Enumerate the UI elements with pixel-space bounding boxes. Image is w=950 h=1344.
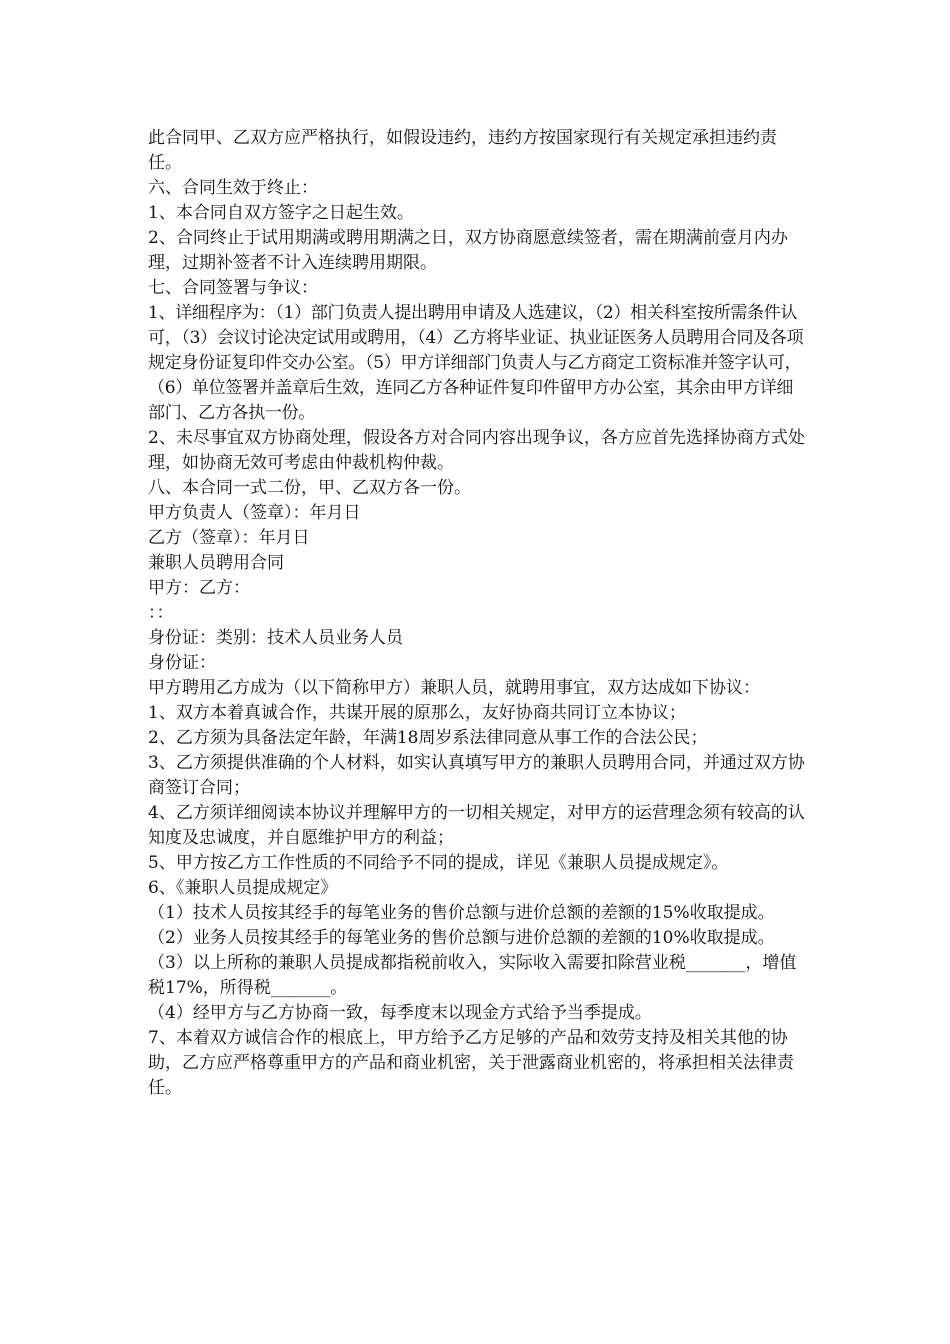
id-category-line: 身份证：类别：技术人员业务人员 [148,628,403,648]
clause-6-heading: 6、《兼职人员提成规定》 [148,878,338,898]
paragraph-breach-liability: 此合同甲、乙双方应严格执行，如假设违约，违约方按国家现行有关规定承担违约责任。 [148,128,777,173]
clause-6-item-4: （4）经甲方与乙方协商一致，每季度末以现金方式给予当季提成。 [148,1003,652,1023]
clause-4: 4、乙方须详细阅读本协议并理解甲方的一切相关规定，对甲方的运营理念须有较高的认知度及忠诚度，并自愿维护甲方的利益； [148,803,805,848]
clause-6-item-3: （3）以上所称的兼职人员提成都指税前收入，实际收入需要扣除营业税_______，增值税17%，所得税_______。 [148,953,797,998]
paragraph-effective: 1、本合同自双方签字之日起生效。 [148,203,414,223]
clause-6-item-2: （2）业务人员按其经手的每笔业务的售价总额与进价总额的差额的10%收取提成。 [148,928,775,948]
paragraph-procedure: 1、详细程序为：（1）部门负责人提出聘用申请及人选建议，（2）相关科室按所需条件认可，（3）会议讨论决定试用或聘用，（4）乙方将毕业证、执业证医务人员聘用合同及各项规定身份证复印件交办公室。（5）甲方详细部门负责人与乙方商定工资标准并签字认可，（6）单位签署并盖章后生效，连同乙方各种证件复印件留甲方办公室，其余由甲方详细部门、乙方各执一份。 [148,303,804,423]
section-heading-signing: 七、合同签署与争议： [148,278,318,298]
paragraph-termination: 2、合同终止于试用期满或聘用期满之日，双方协商愿意续签者，需在期满前壹月内办理，过期补签者不计入连续聘用期限。 [148,228,788,273]
signature-party-b: 乙方（签章）：年月日 [148,528,310,548]
clause-1: 1、双方本着真诚合作，共谋开展的原那么，友好协商共同订立本协议； [148,703,686,723]
clause-5: 5、甲方按乙方工作性质的不同给予不同的提成，详见《兼职人员提成规定》。 [148,853,729,873]
section-heading-effect: 六、合同生效于终止： [148,178,318,198]
clause-7: 7、本着双方诚信合作的根底上，甲方给予乙方足够的产品和效劳支持及相关其他的协助，乙方应严格尊重甲方的产品和商业机密，关于泄露商业机密的，将承担相关法律责任。 [148,1028,794,1098]
id-line: 身份证： [148,653,216,673]
paragraph-disputes: 2、未尽事宜双方协商处理，假设各方对合同内容出现争议，各方应首先选择协商方式处理，如协商无效可考虑由仲裁机构仲裁。 [148,428,805,473]
clause-2: 2、乙方须为具备法定年龄，年满18周岁系法律同意从事工作的合法公民； [148,728,708,748]
clause-3: 3、乙方须提供准确的个人材料，如实认真填写甲方的兼职人员聘用合同，并通过双方协商签订合同； [148,753,805,798]
section-heading-copies: 八、本合同一式二份，甲、乙双方各一份。 [148,478,471,498]
clause-6-item-1: （1）技术人员按其经手的每笔业务的售价总额与进价总额的差额的15%收取提成。 [148,903,775,923]
colons-line: ：： [148,603,174,623]
document-page [148,126,808,1101]
contract-title: 兼职人员聘用合同 [148,553,284,573]
paragraph-intro: 甲方聘用乙方成为（以下简称甲方）兼职人员，就聘用事宜，双方达成如下协议： [148,678,760,698]
parties-line: 甲方：乙方： [148,578,250,598]
signature-party-a: 甲方负责人（签章）：年月日 [148,503,361,523]
